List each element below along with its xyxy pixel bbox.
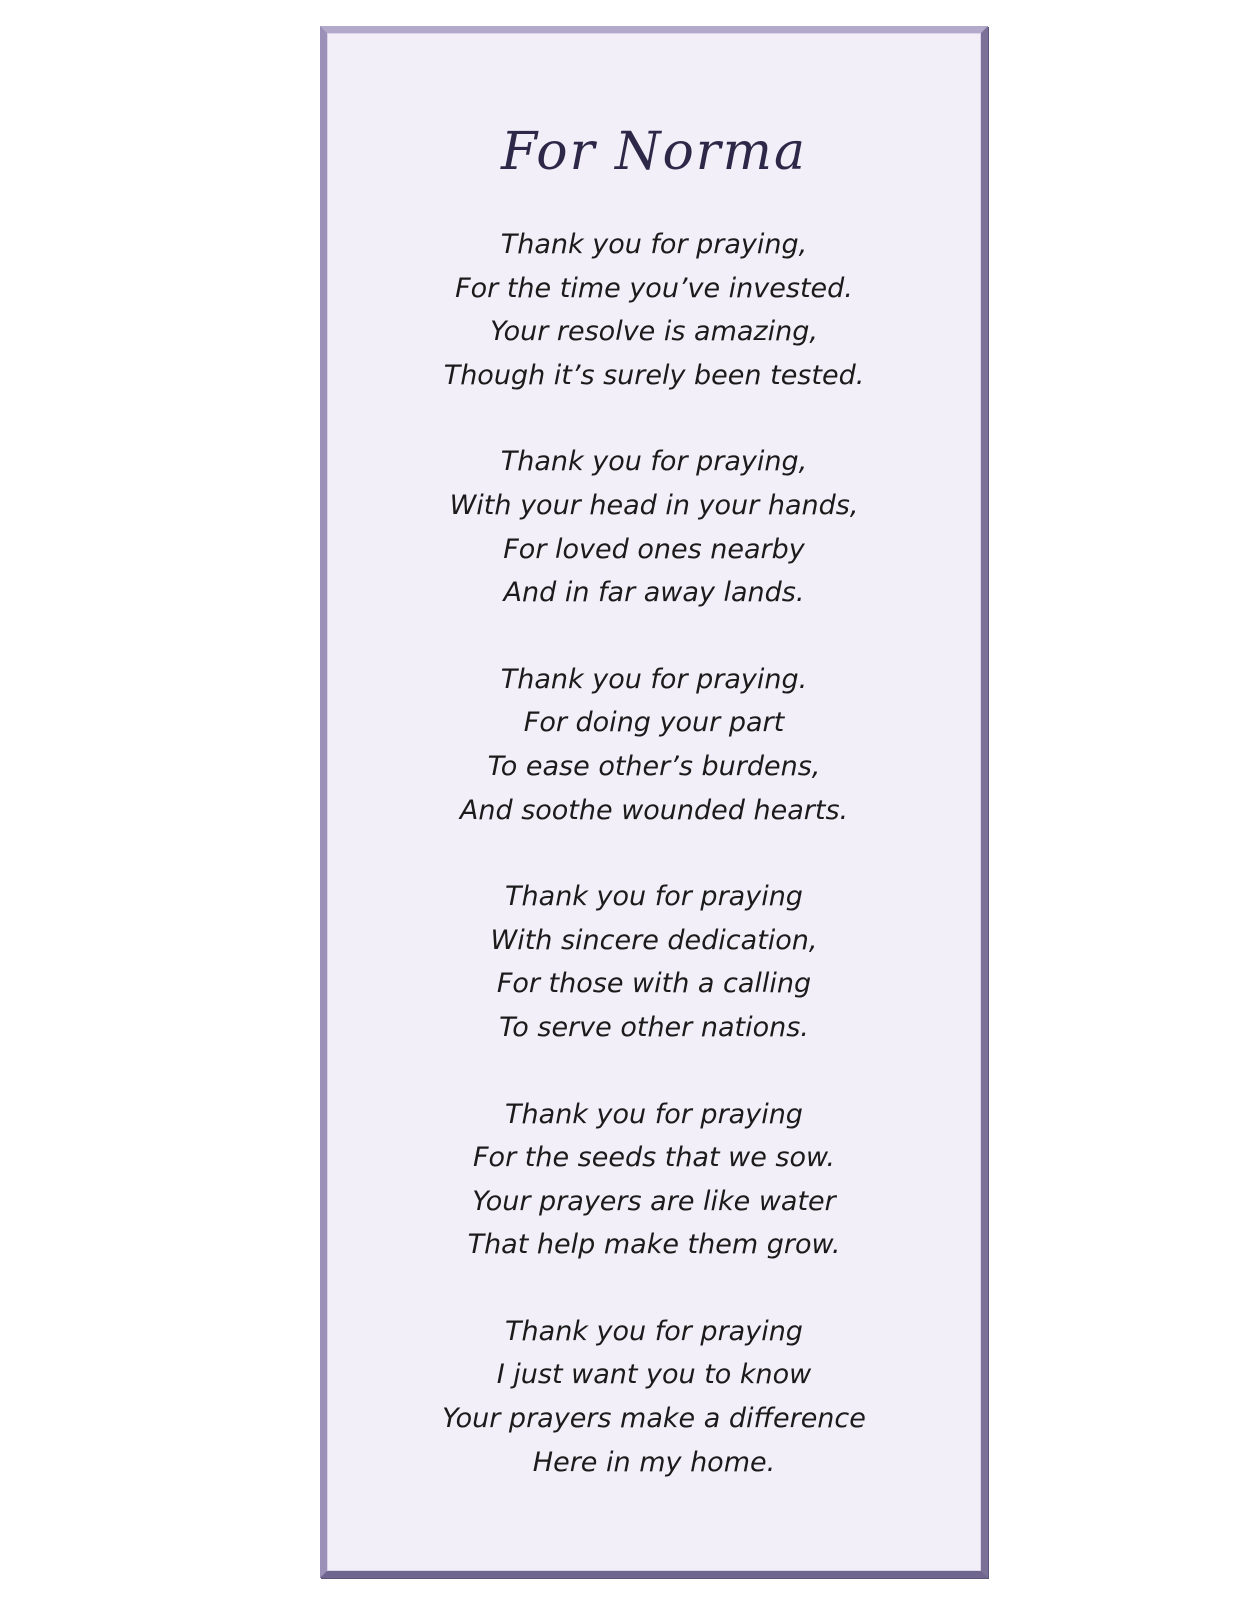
- poem-title: For Norma: [501, 122, 807, 182]
- poem-line: Your prayers make a difference: [442, 1403, 866, 1435]
- poem-line: Your prayers are like water: [472, 1185, 836, 1217]
- poem-line: And soothe wounded hearts.: [459, 794, 849, 826]
- poem-line: Thank you for praying: [505, 1315, 803, 1347]
- stanza-1: [327, 223, 981, 397]
- poem-line: To serve other nations.: [499, 1011, 809, 1043]
- poem-body: [327, 223, 981, 1527]
- poem-line: And in far away lands.: [503, 577, 805, 609]
- stanza-5: [327, 1093, 981, 1267]
- poem-line: For doing your part: [523, 707, 785, 739]
- poem-line: I just want you to know: [496, 1359, 812, 1391]
- poem-line: Thank you for praying.: [500, 663, 808, 695]
- poem-line: That help make them grow.: [467, 1229, 841, 1261]
- poem-line: For the seeds that we sow.: [473, 1142, 835, 1174]
- poem-line: For loved ones nearby: [503, 533, 805, 565]
- poem-line: Thank you for praying,: [500, 229, 808, 260]
- poem-line: With sincere dedication,: [490, 924, 818, 956]
- poem-card: [320, 26, 988, 1578]
- stanza-4: [327, 875, 981, 1049]
- poem-line: To ease other’s burdens,: [487, 750, 821, 782]
- poem-line: Your resolve is amazing,: [490, 316, 818, 348]
- poem-line: For those with a calling: [496, 968, 812, 1000]
- poem-line: Here in my home.: [532, 1446, 776, 1478]
- poem-line: With your head in your hands,: [449, 489, 859, 521]
- poem-line: Thank you for praying: [505, 881, 803, 913]
- poem-line: Thank you for praying: [505, 1098, 803, 1130]
- poem-line: For the time you’ve invested.: [455, 272, 853, 304]
- stanza-6: [327, 1310, 981, 1484]
- stanza-3: [327, 658, 981, 832]
- poem-line: Though it’s surely been tested.: [443, 359, 865, 391]
- poem-line: Thank you for praying,: [500, 446, 808, 478]
- stanza-2: [327, 440, 981, 614]
